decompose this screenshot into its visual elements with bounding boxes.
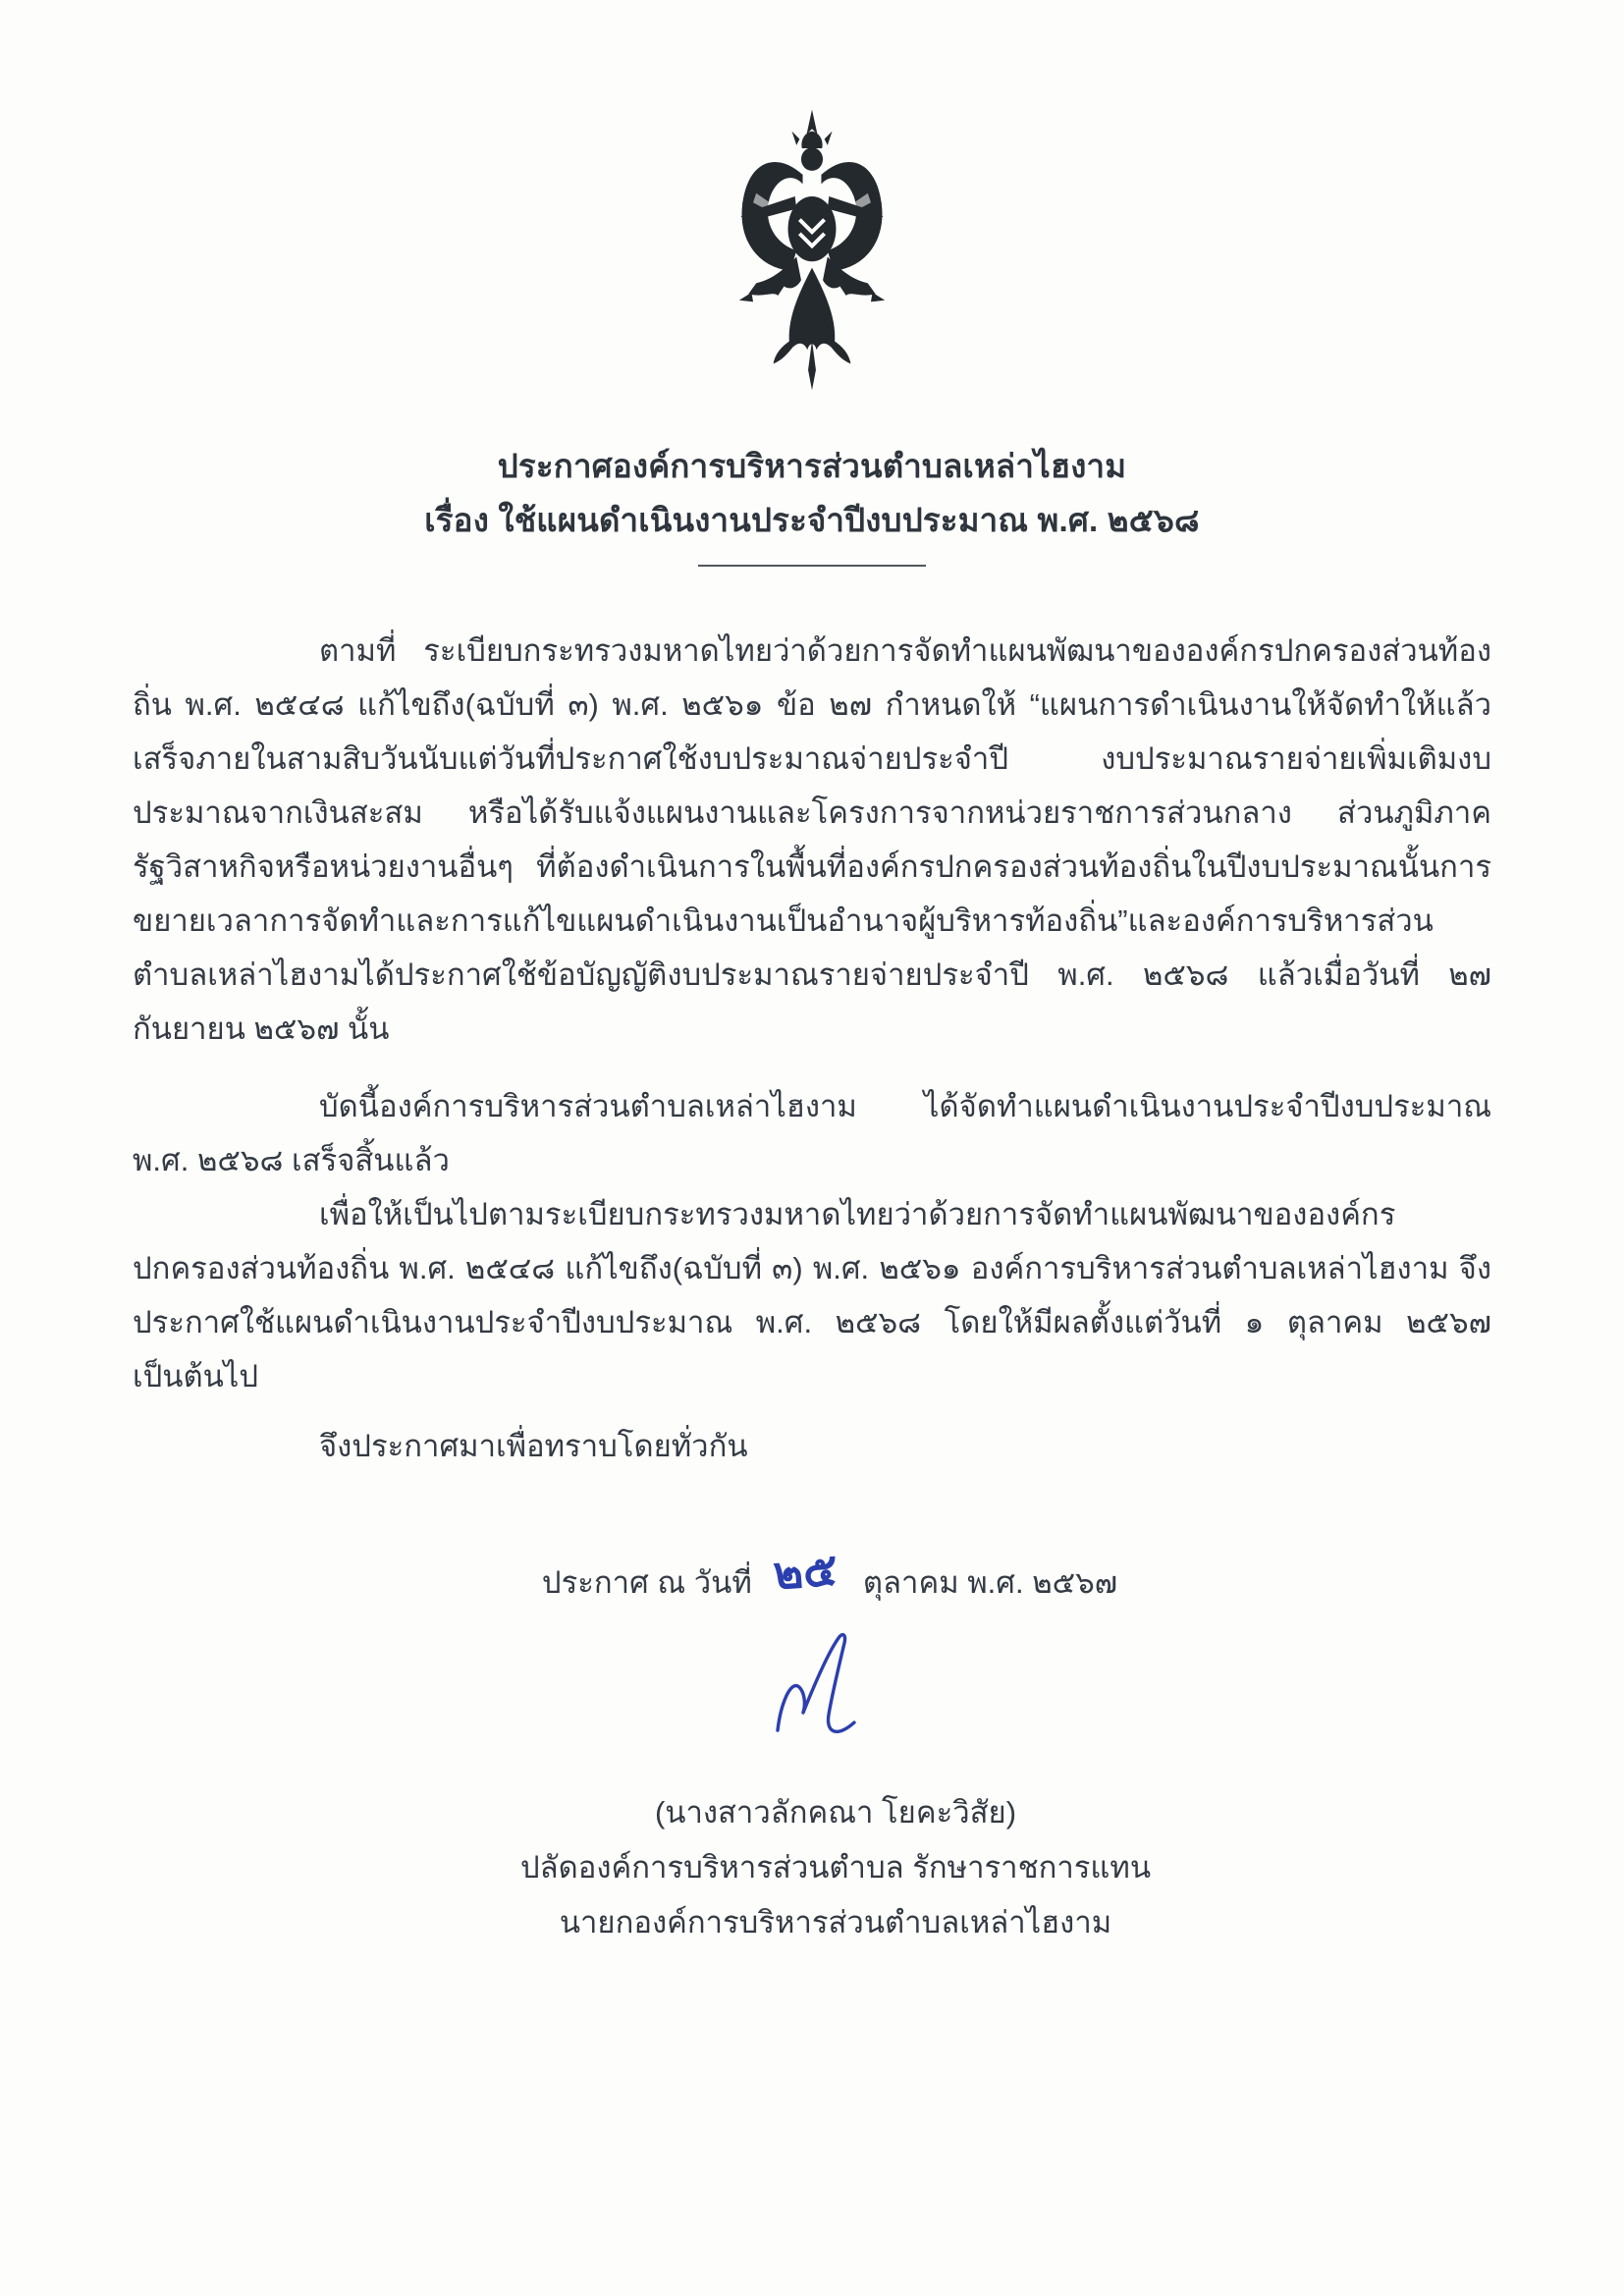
title-line-1: ประกาศองค์การบริหารส่วนตำบลเหล่าไฮงาม <box>497 448 1127 484</box>
title-line-2: เรื่อง ใช้แผนดำเนินงานประจำปีงบประมาณ พ.ศ. ๒๕๖๘ <box>424 502 1200 538</box>
signer-name: (นางสาวลักคณา โยคะวิสัย) <box>654 1795 1017 1830</box>
date-suffix: ตุลาคม พ.ศ. ๒๕๖๗ <box>862 1565 1118 1600</box>
paragraph-2: บัดนี้องค์การบริหารส่วนตำบลเหล่าไฮงาม ได้จัดทำแผนดำเนินงานประจำปีงบประมาณ พ.ศ. ๒๕๖๘ เสร็จสิ้นแล้ว <box>133 1089 1491 1177</box>
date-prefix: ประกาศ ณ วันที่ <box>541 1565 752 1600</box>
signature-area <box>0 1613 1624 1777</box>
handwritten-signature-icon <box>764 1620 882 1758</box>
emblem-area <box>0 0 1624 400</box>
paragraph-3: เพื่อให้เป็นไปตามระเบียบกระทรวงมหาดไทยว่าด้วยการจัดทำแผนพัฒนาขององค์กรปกครองส่วนท้องถิ่น พ.ศ. ๒๕๔๘ แก้ไขถึง(ฉบับที่ ๓) พ.ศ. ๒๕๖๑ องค์การบริหารส่วนตำบลเหล่าไฮงาม จึงประกาศใช้แผนดำเนินงานประจำปีงบประมาณ พ.ศ. ๒๕๖๘ โดยให้มีผลตั้งแต่วันที่ ๑ ตุลาคม ๒๕๖๗ เป็นต้นไป <box>133 1197 1491 1394</box>
announcement-date-line <box>18 1543 1624 1613</box>
document-title-block <box>0 439 1624 567</box>
paragraph-1: ตามที่ ระเบียบกระทรวงมหาดไทยว่าด้วยการจัดทำแผนพัฒนาขององค์กรปกครองส่วนท้องถิ่น พ.ศ. ๒๕๔๘ แก้ไขถึง(ฉบับที่ ๓) พ.ศ. ๒๕๖๑ ข้อ ๒๗ กำหนดให้ “แผนการดำเนินงานให้จัดทำให้แล้วเสร็จภายในสามสิบวันนับแต่วันที่ประกาศใช้งบประมาณจ่ายประจำปี งบประมาณรายจ่ายเพิ่มเติมงบประมาณจากเงินสะสม หรือได้รับแจ้งแผนงานและโครงการจากหน่วยราชการส่วนกลาง ส่วนภูมิภาครัฐวิสาหกิจหรือหน่วยงานอื่นๆ ที่ต้องดำเนินการในพื้นที่องค์กรปกครองส่วนท้องถิ่นในปีงบประมาณนั้นการขยายเวลาการจัดทำและการแก้ไขแผนดำเนินงานเป็นอำนาจผู้บริหารท้องถิ่น”และองค์การบริหารส่วนตำบลเหล่าไฮงามได้ประกาศใช้ข้อบัญญัติงบประมาณรายจ่ายประจำปี พ.ศ. ๒๕๖๘ แล้วเมื่อวันที่ ๒๗ กันยายน ๒๕๖๗ นั้น <box>133 633 1491 1046</box>
garuda-emblem-icon <box>734 108 890 395</box>
handwritten-day-number: ๒๕ <box>771 1543 839 1600</box>
signer-position-line-2: นายกองค์การบริหารส่วนตำบลเหล่าไฮงาม <box>559 1905 1112 1940</box>
signer-position-line-1: ปลัดองค์การบริหารส่วนตำบล รักษาราชการแทน <box>519 1850 1152 1885</box>
document-body <box>133 624 1491 1473</box>
title-divider-rule <box>698 565 926 567</box>
signer-block <box>24 1785 1624 1950</box>
closing-statement: จึงประกาศมาเพื่อทราบโดยทั่วกัน <box>319 1429 748 1463</box>
